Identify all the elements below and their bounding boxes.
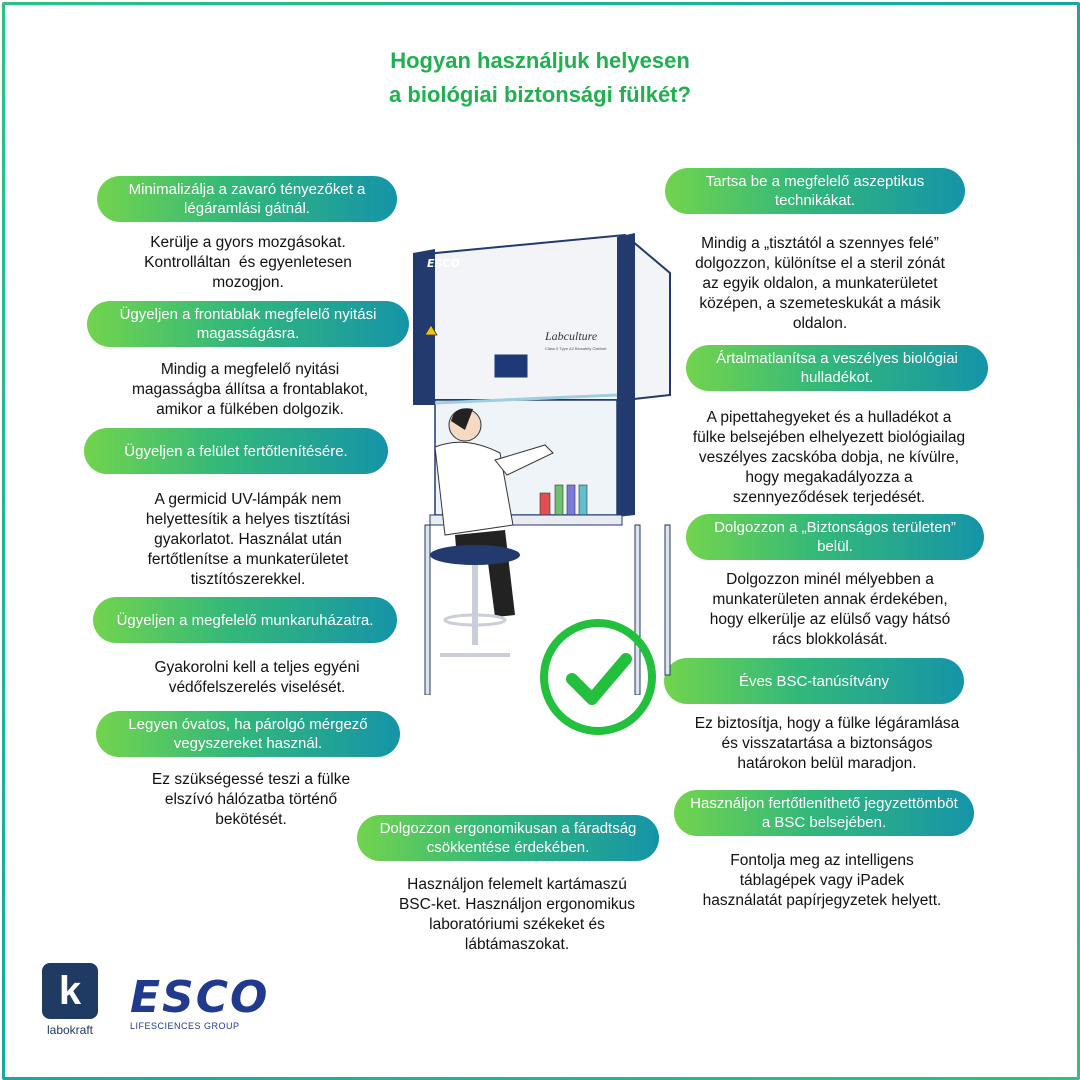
tip-heading-safe-zone <box>686 514 984 560</box>
tip-heading-text: Dolgozzon a „Biztonságos területen” belül. <box>714 519 956 555</box>
tip-heading-text: Legyen óvatos, ha párolgó mérgező vegyszereket használ. <box>128 716 368 752</box>
text-line: határokon belül maradjon. <box>737 755 917 772</box>
text-line: szennyeződések terjedését. <box>732 489 926 506</box>
tip-text-aseptic-technique <box>665 234 975 334</box>
text-line: lábtámaszokat. <box>464 936 570 953</box>
text-line: hogy elkerülje az elülső vagy hátsó <box>709 611 951 628</box>
text-line: Mindig a megfelelő nyitási <box>160 361 340 378</box>
tip-heading-text: Ügyeljen a felület fertőtlenítésére. <box>124 442 348 460</box>
scientist-legs <box>455 530 515 617</box>
tip-heading-annual-certification <box>664 658 964 704</box>
tip-text-ergonomics <box>375 875 659 955</box>
cabinet-leg <box>665 525 670 675</box>
text-line: magasságba állítsa a frontablakot, <box>131 381 369 398</box>
tip-heading-minimize-disruption <box>97 176 397 222</box>
media-bottle <box>540 493 550 515</box>
text-line: A pipettahegyeket és a hulladékot a <box>706 409 952 426</box>
tip-heading-disinfectable-notepad <box>674 790 974 836</box>
page-title <box>290 44 790 112</box>
text-line: hogy megakadályozza a <box>745 469 913 486</box>
text-line: és visszatartása a biztonságos <box>721 735 933 752</box>
text-line: dolgozzon, különítse el a steril zónát <box>695 255 945 272</box>
labokraft-logo-text: labokraft <box>46 1023 94 1037</box>
cabinet-brand-label: ESCO <box>427 257 460 270</box>
tip-heading-text: Ügyeljen a frontablak megfelelő nyitási magasságásra. <box>119 306 377 342</box>
tip-heading-text: Minimalizálja a zavaró tényezőket a légáramlási gátnál. <box>128 181 366 217</box>
lab-chair-seat <box>430 545 520 565</box>
text-line: fertőtlenítse a munkaterületet <box>147 551 349 568</box>
text-line: középen, a szemeteskukát a másik <box>699 295 941 312</box>
text-line: veszélyes zacskóba dobja, ne kívülre, <box>698 449 960 466</box>
text-line: gyakorlatot. Használat után <box>154 531 342 548</box>
text-line: Mindig a „tisztától a szennyes felé” <box>701 235 939 252</box>
tip-text-minimize-disruption <box>110 233 386 293</box>
text-line: Kerülje a gyors mozgásokat. <box>150 234 346 251</box>
text-line: Dolgozzon minél mélyebben a <box>726 571 934 588</box>
text-line: Használjon felemelt kartámaszú <box>407 876 627 893</box>
text-line: az egyik oldalon, a munkaterületet <box>702 275 938 292</box>
cabinet-model-label: Labculture <box>545 329 598 343</box>
media-bottle <box>579 485 587 515</box>
media-bottle <box>555 485 563 515</box>
tip-text-hazardous-waste <box>670 408 988 508</box>
text-line: táblagépek vagy iPadek <box>739 872 905 889</box>
tip-text-sash-height <box>100 360 400 420</box>
labokraft-logo-mark: k <box>42 963 98 1019</box>
title-line-2: a biológiai biztonsági fülkét? <box>389 82 691 107</box>
tip-heading-aseptic-technique <box>665 168 965 214</box>
esco-logo-subtitle: LIFESCIENCES GROUP <box>130 1021 240 1031</box>
text-line: Ez biztosítja, hogy a fülke légáramlása <box>694 715 960 732</box>
text-line: rács blokkolását. <box>772 631 888 648</box>
title-line-1: Hogyan használjuk helyesen <box>390 48 690 73</box>
text-line: oldalon. <box>792 315 848 332</box>
text-line: Gyakorolni kell a teljes egyéni <box>154 659 360 676</box>
tip-heading-text: Ártalmatlanítsa a veszélyes biológiai hulladékot. <box>716 350 958 386</box>
text-line: laboratóriumi székeket és <box>429 916 605 933</box>
tip-heading-protective-clothing <box>93 597 397 643</box>
media-bottle <box>567 485 575 515</box>
text-line: amikor a fülkében dolgozik. <box>156 401 344 418</box>
tip-heading-text: Dolgozzon ergonomikusan a fáradtság csökkentése érdekében. <box>379 820 637 856</box>
tip-text-annual-certification <box>672 714 982 774</box>
tip-heading-text: Éves BSC-tanúsítvány <box>738 672 890 690</box>
tip-heading-text: Tartsa be a megfelelő aszeptikus technikákat. <box>705 173 925 209</box>
tip-heading-text: Ügyeljen a megfelelő munkaruházatra. <box>116 611 374 629</box>
cabinet-model-sub-label: Class II Type A2 Biosafety Cabinet <box>545 346 607 351</box>
text-line: fülke belsejében elhelyezett biológiailag <box>692 429 966 446</box>
text-line: elszívó hálózatba történő <box>164 791 338 808</box>
text-line: használatát papírjegyzetek helyett. <box>702 892 942 909</box>
text-line: tisztítószerekkel. <box>190 571 306 588</box>
cabinet-leg <box>425 525 430 695</box>
text-line: helyettesítik a helyes tisztítási <box>145 511 351 528</box>
tip-heading-hazardous-waste <box>686 345 988 391</box>
text-line: Kontrolláltan és egyenletesen <box>144 254 352 271</box>
tip-text-safe-zone <box>680 570 980 650</box>
esco-logo-wordmark: ESCO <box>130 972 270 1023</box>
tip-text-volatile-chemicals <box>116 770 386 830</box>
text-line: munkaterületen annak érdekében, <box>712 591 948 608</box>
text-line: védőfelszerelés viselését. <box>168 679 346 696</box>
text-line: bekötését. <box>215 811 287 828</box>
text-line: A germicid UV-lámpák nem <box>154 491 342 508</box>
text-line: BSC-ket. Használjon ergonomikus <box>398 896 636 913</box>
tip-text-surface-disinfection <box>100 490 396 590</box>
tip-heading-surface-disinfection <box>84 428 388 474</box>
lab-chair-post <box>472 565 478 645</box>
text-line: Ez szükségessé teszi a fülke <box>151 771 351 788</box>
tip-heading-volatile-chemicals <box>96 711 400 757</box>
text-line: mozogjon. <box>212 274 284 291</box>
tip-text-protective-clothing <box>112 658 402 698</box>
esco-logo <box>130 972 280 1031</box>
tip-heading-sash-height <box>87 301 409 347</box>
tip-heading-text: Használjon fertőtleníthető jegyzettömböt a BSC belsejében. <box>690 795 958 831</box>
text-line: Fontolja meg az intelligens <box>730 852 914 869</box>
cabinet-right-pillar <box>617 233 635 517</box>
control-panel-display <box>495 355 527 377</box>
tip-heading-ergonomics <box>357 815 659 861</box>
tip-text-disinfectable-notepad <box>670 851 974 911</box>
labokraft-logo <box>40 963 100 1037</box>
checkmark-icon <box>538 617 658 737</box>
